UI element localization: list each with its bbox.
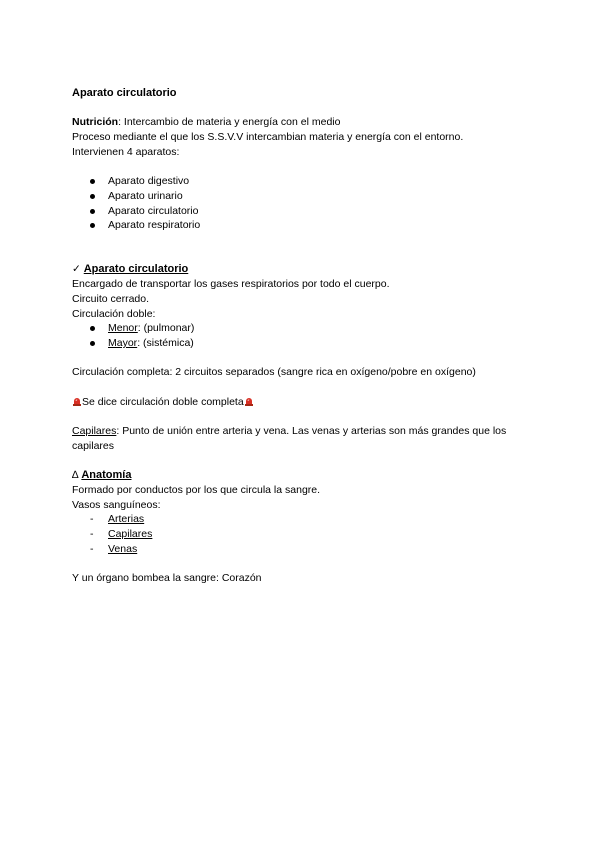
item-term: Mayor: [108, 336, 138, 349]
circulacion-list: [72, 321, 528, 350]
document-page: [72, 86, 528, 586]
capilares-term: Capilares: [72, 425, 117, 438]
alert-line: [72, 395, 528, 410]
anatomia-line-1: Formado por conductos por los que circula la sangre.: [72, 483, 321, 496]
alarm-light-icon: [72, 396, 82, 406]
list-item: Aparato digestivo: [90, 174, 528, 189]
nutricion-definition-text: : Intercambio de materia y energía con el medio: [118, 116, 341, 129]
list-item: Aparato urinario: [90, 189, 528, 204]
list-item: [90, 321, 528, 336]
item-rest: : (pulmonar): [137, 322, 195, 335]
alert-text: Se dice circulación doble completa: [82, 395, 244, 408]
vasos-list: [72, 512, 528, 556]
list-item: Aparato circulatorio: [90, 204, 528, 219]
capilares-paragraph: [72, 424, 528, 453]
section-heading-circulatorio: [72, 262, 528, 277]
checkmark-icon: ✓: [72, 263, 81, 276]
heading-text: Anatomía: [81, 469, 132, 482]
anatomia-line-2: Vasos sanguíneos:: [72, 498, 161, 511]
circulatorio-line-3: Circulación doble:: [72, 307, 156, 320]
list-item: Aparato respiratorio: [90, 218, 528, 233]
triangle-icon: ∆: [72, 469, 79, 482]
nutricion-line-3: Intervienen 4 aparatos:: [72, 145, 180, 158]
list-item: [90, 527, 528, 542]
vaso-label: Arterias: [108, 513, 145, 526]
vaso-label: Capilares: [108, 527, 153, 540]
anatomia-closing: Y un órgano bombea la sangre: Corazón: [72, 572, 262, 585]
capilares-text: : Punto de unión entre arteria y vena. Las venas y arterias son más grandes que los capilares: [72, 425, 507, 452]
list-item: [90, 512, 528, 527]
alarm-light-icon: [244, 396, 254, 406]
nutricion-definition: [72, 115, 528, 130]
list-item: [90, 542, 528, 557]
heading-text: Aparato circulatorio: [83, 263, 189, 276]
nutricion-line-2: Proceso mediante el que los S.S.V.V intercambian materia y energía con el entorno.: [72, 131, 464, 144]
document-title: Aparato circulatorio: [72, 87, 177, 99]
section-heading-anatomia: [72, 468, 528, 483]
circulatorio-line-2: Circuito cerrado.: [72, 292, 150, 305]
aparatos-list: [72, 174, 528, 233]
item-rest: : (sistémica): [137, 336, 194, 349]
circulacion-completa: Circulación completa: 2 circuitos separados (sangre rica en oxígeno/pobre en oxígeno): [72, 366, 476, 379]
vaso-label: Venas: [108, 542, 138, 555]
item-term: Menor: [108, 322, 138, 335]
circulatorio-line-1: Encargado de transportar los gases respiratorios por todo el cuerpo.: [72, 278, 390, 291]
nutricion-term: Nutrición: [72, 116, 119, 129]
list-item: [90, 336, 528, 351]
